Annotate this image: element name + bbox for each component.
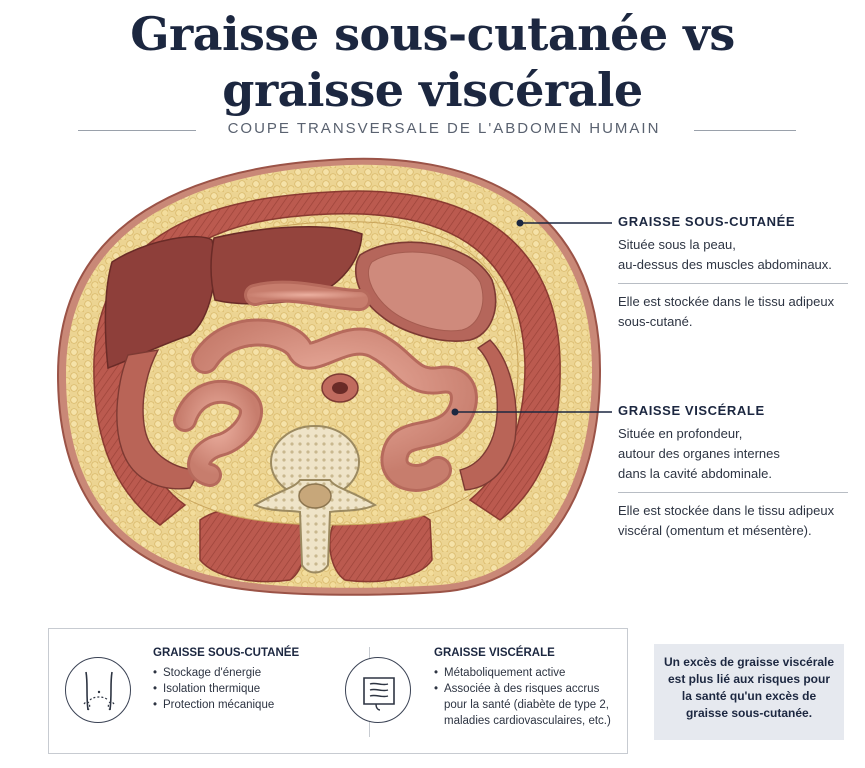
summary-subcutaneous-heading: GRAISSE SOUS-CUTANÉE xyxy=(153,647,300,659)
callout-subcutaneous-line-1: Située sous la peau, xyxy=(618,237,736,252)
summary-subcutaneous-item: • Stockage d'énergie xyxy=(153,665,299,681)
summary-visceral xyxy=(434,647,611,729)
callout-visceral-heading: GRAISSE VISCÉRALE xyxy=(618,403,765,418)
summary-visceral-item-continued: maladies cardiovasculaires, etc.) xyxy=(444,715,611,727)
summary-subcutaneous-item: • Isolation thermique xyxy=(153,681,299,697)
intestines-icon xyxy=(345,657,411,723)
torso-icon xyxy=(65,657,131,723)
callout-visceral-stored-1: Elle est stockée dans le tissu adipeux xyxy=(618,503,835,518)
summary-visceral-list xyxy=(434,665,611,729)
key-note-line-3: la santé qu'un excès de xyxy=(681,689,817,703)
callout-subcutaneous-heading: GRAISSE SOUS-CUTANÉE xyxy=(618,214,796,229)
summary-visceral-heading: GRAISSE VISCÉRALE xyxy=(434,647,555,659)
subtitle: COUPE TRANSVERSALE DE L'ABDOMEN HUMAIN xyxy=(227,120,661,137)
callout-visceral-divider xyxy=(618,492,848,493)
title-line-1: Graisse sous-cutanée vs xyxy=(130,7,735,61)
summary-box xyxy=(48,628,628,754)
callout-subcutaneous xyxy=(618,214,848,332)
callout-visceral-line-2: autour des organes internes xyxy=(618,446,780,461)
summary-visceral-item: • Métaboliquement active xyxy=(434,665,611,681)
title-line-2: graisse viscérale xyxy=(222,63,643,117)
summary-visceral-item-continued: pour la santé (diabète de type 2, xyxy=(444,699,609,711)
key-note-line-4: graisse sous-cutanée. xyxy=(685,706,813,720)
key-note-line-2: est plus lié aux risques pour xyxy=(667,672,831,686)
callout-visceral-line-3: dans la cavité abdominale. xyxy=(618,466,772,481)
callout-subcutaneous-stored-1: Elle est stockée dans le tissu adipeux xyxy=(618,294,835,309)
callout-visceral xyxy=(618,403,848,541)
key-note-line-1: Un excès de graisse viscérale xyxy=(663,655,835,669)
key-note xyxy=(654,644,844,740)
callout-subcutaneous-line-2: au-dessus des muscles abdominaux. xyxy=(618,257,832,272)
callout-visceral-line-1: Située en profondeur, xyxy=(618,426,743,441)
summary-subcutaneous-list xyxy=(153,665,299,713)
summary-subcutaneous xyxy=(153,647,299,713)
summary-visceral-item: • Associée à des risques accrus xyxy=(434,681,611,697)
callout-subcutaneous-stored-2: sous-cutané. xyxy=(618,314,693,329)
summary-subcutaneous-item: • Protection mécanique xyxy=(153,697,299,713)
callout-subcutaneous-divider xyxy=(618,283,848,284)
aorta xyxy=(322,374,358,402)
callout-visceral-stored-2: viscéral (omentum et mésentère). xyxy=(618,523,812,538)
